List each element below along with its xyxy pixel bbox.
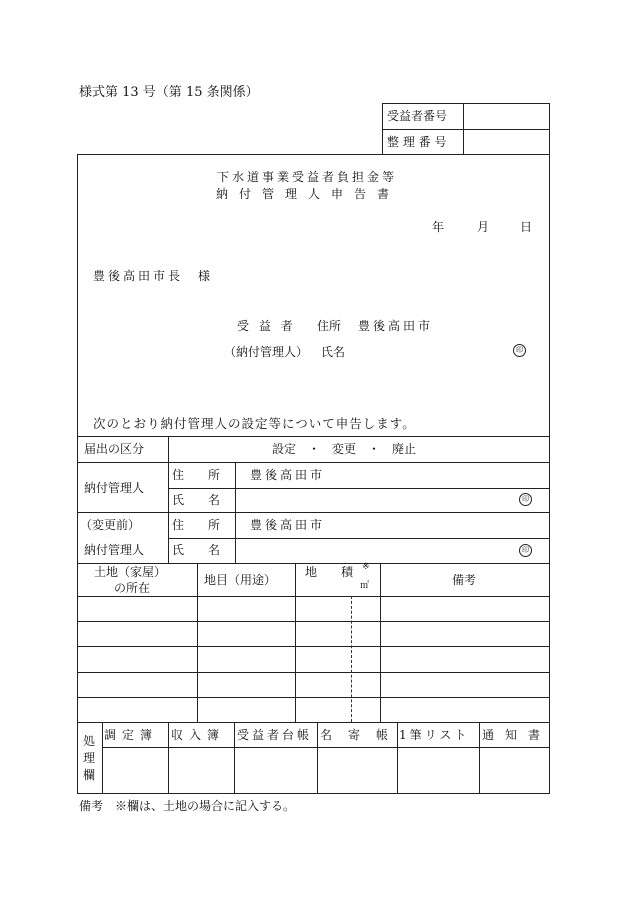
applicant-seal: 印 bbox=[513, 344, 526, 357]
processing-label: 処理欄 bbox=[83, 734, 96, 782]
land-col4: 備考 bbox=[452, 573, 477, 587]
land-row[interactable] bbox=[78, 698, 549, 722]
previous-manager-label-top: （変更前） bbox=[80, 518, 141, 532]
reference-number-value[interactable] bbox=[467, 132, 547, 152]
title-line2: 納付管理人申告書 bbox=[216, 187, 401, 201]
title-line1: 下水道事業受益者負担金等 bbox=[217, 170, 398, 184]
manager-address-label: 住 所 bbox=[172, 468, 221, 482]
date-day: 日 bbox=[520, 220, 533, 234]
land-row[interactable] bbox=[78, 597, 549, 621]
applicant-sub-role: （納付管理人） bbox=[224, 345, 309, 359]
form-number: 様式第 13 号（第 15 条関係） bbox=[79, 85, 259, 100]
beneficiary-number-value[interactable] bbox=[467, 106, 547, 126]
applicant-address-label: 住所 bbox=[317, 319, 342, 333]
land-row[interactable] bbox=[78, 622, 549, 646]
notification-type-options[interactable]: 設定 ・ 変更 ・ 廃止 bbox=[272, 442, 417, 456]
land-col1-line2: の所在 bbox=[114, 581, 151, 595]
land-col2: 地目（用途） bbox=[204, 573, 277, 587]
applicant-address-value: 豊後高田市 bbox=[358, 319, 434, 333]
processing-col-shunyu: 収入簿 bbox=[171, 728, 226, 742]
processing-col-nayose: 名寄帳 bbox=[320, 728, 405, 742]
previous-manager-name-value[interactable] bbox=[240, 541, 510, 559]
land-col3-mark: ※ bbox=[362, 562, 370, 572]
previous-manager-seal: 印 bbox=[519, 544, 532, 557]
manager-name-label: 氏 名 bbox=[172, 493, 221, 507]
processing-col-tsuchi: 通知書 bbox=[482, 728, 552, 742]
processing-col-list: 1筆リスト bbox=[399, 728, 470, 742]
manager-label: 納付管理人 bbox=[84, 481, 145, 495]
manager-name-value[interactable] bbox=[240, 491, 510, 509]
reference-number-label: 整 理 番 号 bbox=[387, 135, 447, 149]
applicant-role: 受 益 者 bbox=[237, 319, 296, 333]
date-month: 月 bbox=[477, 220, 490, 234]
addressee: 豊後高田市長 様 bbox=[93, 269, 214, 283]
date-year: 年 bbox=[432, 220, 445, 234]
processing-col-chotei: 調定簿 bbox=[104, 728, 159, 742]
applicant-name-label: 氏名 bbox=[321, 345, 346, 359]
land-col3-unit: ㎡ bbox=[360, 581, 370, 591]
land-col1-line1: 土地（家屋） bbox=[94, 565, 167, 579]
notification-type-label: 届出の区分 bbox=[84, 442, 145, 456]
footnote: 備考 ※欄は、土地の場合に記入する。 bbox=[79, 799, 296, 813]
previous-manager-label-bottom: 納付管理人 bbox=[84, 543, 145, 557]
previous-manager-name-label: 氏 名 bbox=[172, 543, 221, 557]
land-col3-line1: 地 積 bbox=[305, 565, 354, 579]
previous-manager-address-label: 住 所 bbox=[172, 518, 221, 532]
land-row[interactable] bbox=[78, 647, 549, 672]
statement: 次のとおり納付管理人の設定等について申告します。 bbox=[93, 416, 416, 431]
land-row[interactable] bbox=[78, 673, 549, 697]
beneficiary-number-label: 受益者番号 bbox=[387, 109, 448, 123]
previous-manager-address-value[interactable]: 豊後高田市 bbox=[250, 518, 326, 532]
processing-col-jueki: 受益者台帳 bbox=[237, 728, 313, 742]
manager-address-value[interactable]: 豊後高田市 bbox=[250, 468, 326, 482]
manager-seal: 印 bbox=[519, 493, 532, 506]
